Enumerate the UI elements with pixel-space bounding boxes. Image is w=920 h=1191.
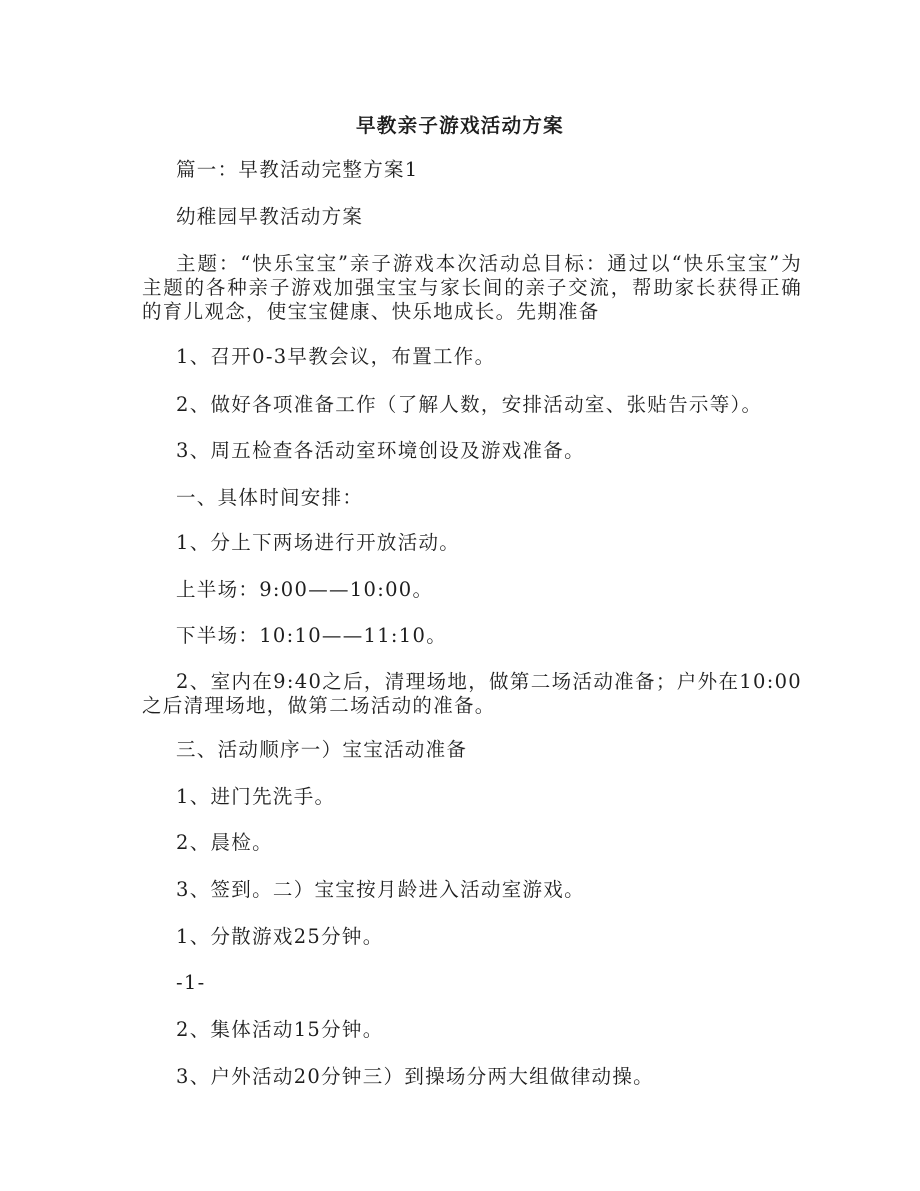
list-item: 1、召开0-3早教会议，布置工作。 [176, 345, 496, 368]
section-heading: 篇一：早教活动完整方案1 [176, 158, 419, 181]
page-number: -1- [176, 971, 206, 994]
list-item: 1、进门先洗手。 [176, 785, 336, 808]
subtitle: 幼稚园早教活动方案 [176, 205, 364, 228]
list-item: 下半场：10:10——11:10。 [176, 624, 447, 647]
document-title: 早教亲子游戏活动方案 [355, 114, 564, 137]
list-item: 2、晨检。 [176, 831, 273, 854]
list-item: 1、分上下两场进行开放活动。 [176, 531, 461, 554]
list-item: 2、做好各项准备工作（了解人数，安排活动室、张贴告示等）。 [176, 393, 763, 416]
section-heading: 一、具体时间安排： [176, 486, 364, 509]
paragraph-theme: 主题：“快乐宝宝”亲子游戏本次活动总目标：通过以“快乐宝宝”为主题的各种亲子游戏加强宝宝与家长间的亲子交流，帮助家长获得正确的育儿观念，使宝宝健康、快乐地成长。先期准备 [142, 252, 802, 323]
list-item: 3、户外活动20分钟三）到操场分两大组做律动操。 [176, 1065, 654, 1088]
list-item: 1、分散游戏25分钟。 [176, 925, 384, 948]
list-item: 2、室内在9:40之后，清理场地，做第二场活动准备；户外在10:00之后清理场地，做第二场活动的准备。 [142, 670, 802, 717]
section-heading: 三、活动顺序一）宝宝活动准备 [176, 738, 468, 761]
list-item: 3、周五检查各活动室环境创设及游戏准备。 [176, 439, 585, 462]
list-item: 3、签到。二）宝宝按月龄进入活动室游戏。 [176, 878, 585, 901]
list-item: 2、集体活动15分钟。 [176, 1018, 384, 1041]
list-item: 上半场：9:00——10:00。 [176, 578, 434, 601]
